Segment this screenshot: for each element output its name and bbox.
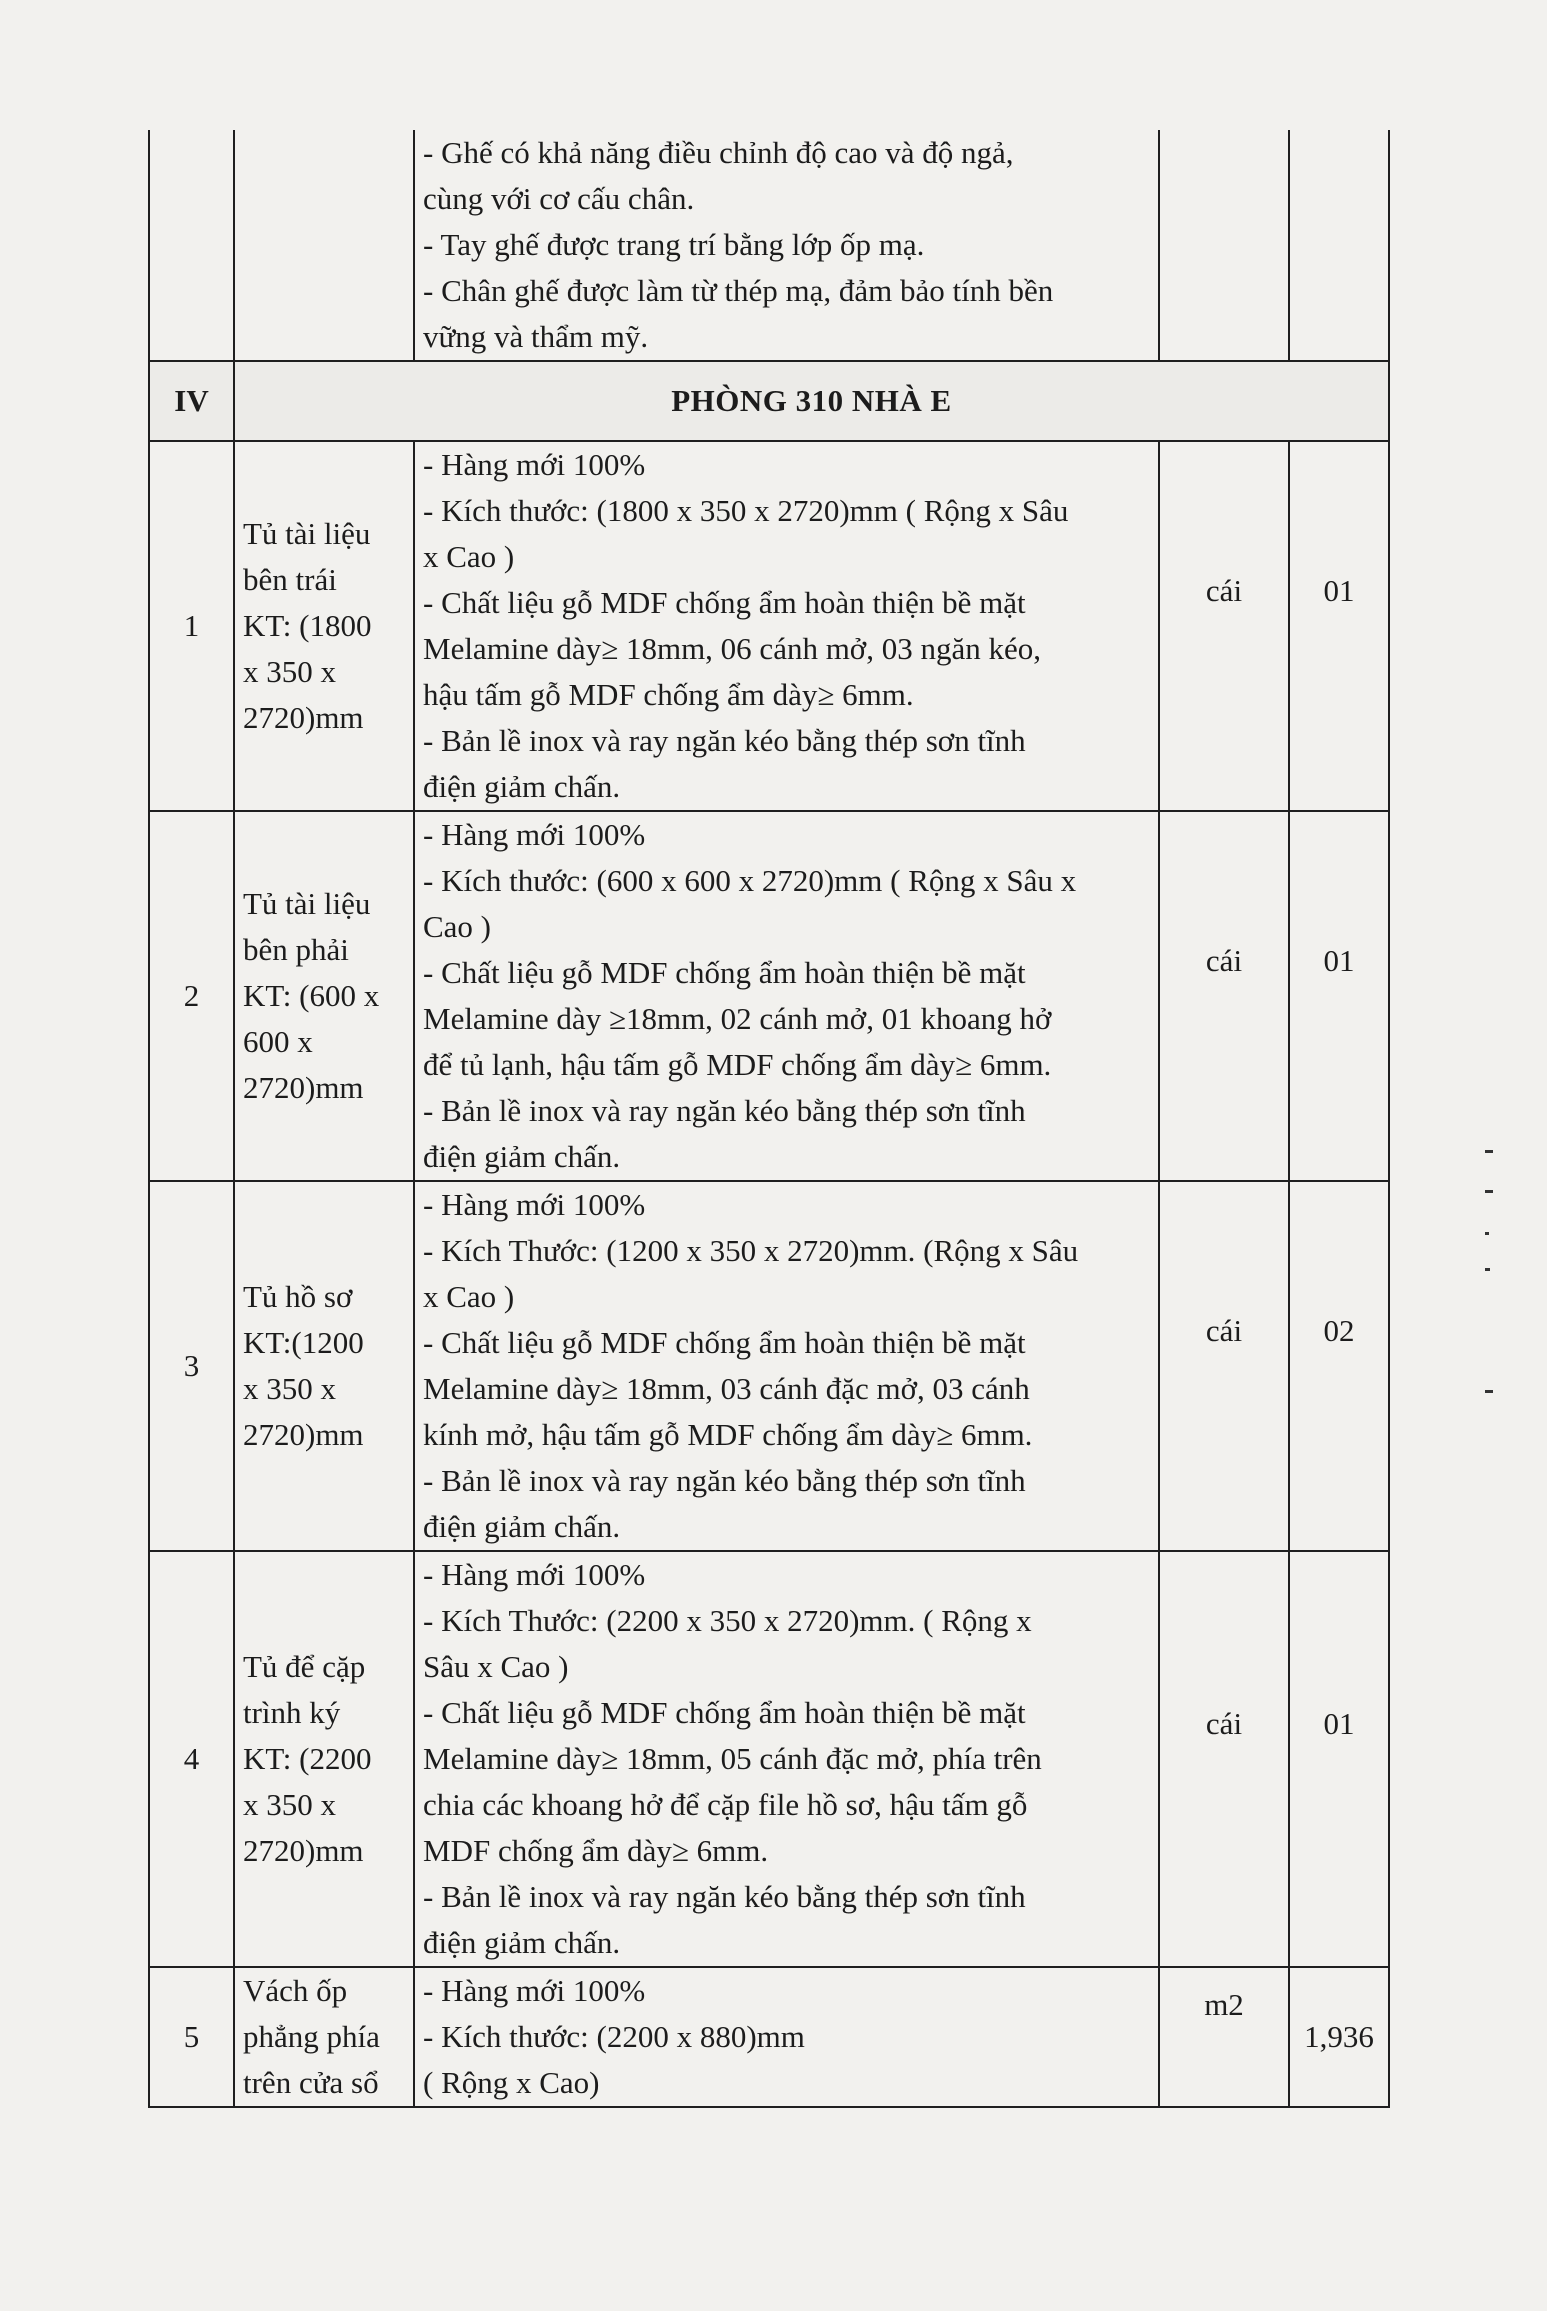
section-header-row <box>149 361 1389 441</box>
desc-line: Sâu x Cao ) <box>423 1649 569 1684</box>
stt-cell: 3 <box>149 1181 234 1551</box>
name-line: trên cửa sổ <box>243 2065 379 2100</box>
name-line: Vách ốp <box>243 1973 348 2008</box>
name-cell <box>234 1551 414 1967</box>
desc-cell <box>414 441 1159 811</box>
desc-line: - Kích thước: (1800 x 350 x 2720)mm ( Rộng x Sâu <box>423 493 1069 528</box>
desc-line: - Kích Thước: (1200 x 350 x 2720)mm. (Rộng x Sâu <box>423 1233 1079 1268</box>
desc-line: - Chất liệu gỗ MDF chống ẩm hoàn thiện bề mặt <box>423 1325 1026 1360</box>
name-line: 2720)mm <box>243 1833 364 1868</box>
scan-edge-marks <box>1485 1150 1505 1450</box>
table-row <box>149 1967 1389 2107</box>
desc-line: chia các khoang hở để cặp file hồ sơ, hậu tấm gỗ <box>423 1787 1028 1822</box>
desc-line: điện giảm chấn. <box>423 1139 621 1174</box>
desc-line: Melamine dày≥ 18mm, 06 cánh mở, 03 ngăn kéo, <box>423 631 1041 666</box>
name-line: 2720)mm <box>243 700 364 735</box>
name-line: bên phải <box>243 932 349 967</box>
qty-cell: 01 <box>1289 441 1389 811</box>
desc-cell <box>414 1181 1159 1551</box>
scan-mark <box>1485 1150 1493 1153</box>
desc-line: Melamine dày≥ 18mm, 03 cánh đặc mở, 03 cánh <box>423 1371 1030 1406</box>
name-line: KT: (2200 <box>243 1741 372 1776</box>
stt-cell <box>149 130 234 361</box>
desc-line: Melamine dày ≥18mm, 02 cánh mở, 01 khoang hở <box>423 1001 1052 1036</box>
desc-line: - Tay ghế được trang trí bằng lớp ốp mạ. <box>423 227 925 262</box>
name-cell <box>234 441 414 811</box>
name-line: 2720)mm <box>243 1070 364 1105</box>
desc-line: - Ghế có khả năng điều chỉnh độ cao và độ ngả, <box>423 135 1014 170</box>
qty-cell: 01 <box>1289 1551 1389 1967</box>
desc-cell <box>414 130 1159 361</box>
unit-cell <box>1159 130 1289 361</box>
desc-line: kính mở, hậu tấm gỗ MDF chống ẩm dày≥ 6mm. <box>423 1417 1033 1452</box>
qty-cell: 01 <box>1289 811 1389 1181</box>
name-line: Tủ để cặp <box>243 1649 366 1684</box>
desc-line: - Kích Thước: (2200 x 350 x 2720)mm. ( Rộng x <box>423 1603 1032 1638</box>
scan-mark <box>1485 1390 1493 1393</box>
desc-line: x Cao ) <box>423 1279 515 1314</box>
name-line: bên trái <box>243 562 337 597</box>
name-cell <box>234 811 414 1181</box>
name-line: x 350 x <box>243 654 336 689</box>
section-number: IV <box>149 361 234 441</box>
desc-line: - Hàng mới 100% <box>423 447 646 482</box>
desc-line: điện giảm chấn. <box>423 1925 621 1960</box>
desc-line: - Hàng mới 100% <box>423 1187 646 1222</box>
desc-line: x Cao ) <box>423 539 515 574</box>
name-line: Tủ hồ sơ <box>243 1279 353 1314</box>
stt-cell: 2 <box>149 811 234 1181</box>
qty-cell <box>1289 130 1389 361</box>
unit-cell: cái <box>1159 441 1289 811</box>
desc-line: - Chất liệu gỗ MDF chống ẩm hoàn thiện bề mặt <box>423 585 1026 620</box>
unit-cell: cái <box>1159 811 1289 1181</box>
desc-line: Melamine dày≥ 18mm, 05 cánh đặc mở, phía trên <box>423 1741 1042 1776</box>
unit-cell: cái <box>1159 1181 1289 1551</box>
scan-mark <box>1485 1232 1489 1235</box>
name-line: Tủ tài liệu <box>243 516 371 551</box>
desc-line: để tủ lạnh, hậu tấm gỗ MDF chống ẩm dày≥ 6mm. <box>423 1047 1052 1082</box>
name-line: trình ký <box>243 1695 341 1730</box>
desc-line: hậu tấm gỗ MDF chống ẩm dày≥ 6mm. <box>423 677 914 712</box>
desc-line: - Bản lề inox và ray ngăn kéo bằng thép sơn tĩnh <box>423 723 1026 758</box>
name-cell <box>234 1181 414 1551</box>
desc-line: điện giảm chấn. <box>423 769 621 804</box>
desc-cell <box>414 1551 1159 1967</box>
carry-over-row <box>149 130 1389 361</box>
table-row <box>149 441 1389 811</box>
desc-line: - Bản lề inox và ray ngăn kéo bằng thép sơn tĩnh <box>423 1463 1026 1498</box>
section-title: PHÒNG 310 NHÀ E <box>234 361 1389 441</box>
name-line: Tủ tài liệu <box>243 886 371 921</box>
name-cell <box>234 130 414 361</box>
desc-line: - Hàng mới 100% <box>423 817 646 852</box>
desc-line: - Chất liệu gỗ MDF chống ẩm hoàn thiện bề mặt <box>423 955 1026 990</box>
qty-cell: 1,936 <box>1289 1967 1389 2107</box>
desc-line: ( Rộng x Cao) <box>423 2065 600 2100</box>
equipment-table <box>148 130 1390 2108</box>
name-line: 600 x <box>243 1024 313 1059</box>
desc-line: MDF chống ẩm dày≥ 6mm. <box>423 1833 769 1868</box>
table-row <box>149 1181 1389 1551</box>
name-line: x 350 x <box>243 1787 336 1822</box>
desc-line: - Chất liệu gỗ MDF chống ẩm hoàn thiện bề mặt <box>423 1695 1026 1730</box>
scan-mark <box>1485 1190 1493 1193</box>
desc-line: vững và thẩm mỹ. <box>423 319 649 354</box>
desc-line: - Bản lề inox và ray ngăn kéo bằng thép sơn tĩnh <box>423 1093 1026 1128</box>
table-row <box>149 1551 1389 1967</box>
desc-line: - Hàng mới 100% <box>423 1557 646 1592</box>
desc-cell <box>414 811 1159 1181</box>
stt-cell: 5 <box>149 1967 234 2107</box>
desc-line: điện giảm chấn. <box>423 1509 621 1544</box>
name-line: x 350 x <box>243 1371 336 1406</box>
desc-line: - Hàng mới 100% <box>423 1973 646 2008</box>
name-line: KT: (1800 <box>243 608 372 643</box>
desc-cell <box>414 1967 1159 2107</box>
desc-line: Cao ) <box>423 909 492 944</box>
name-line: 2720)mm <box>243 1417 364 1452</box>
name-line: KT:(1200 <box>243 1325 364 1360</box>
qty-cell: 02 <box>1289 1181 1389 1551</box>
name-line: KT: (600 x <box>243 978 380 1013</box>
table-body <box>149 130 1389 2107</box>
unit-cell: cái <box>1159 1551 1289 1967</box>
table-row <box>149 811 1389 1181</box>
desc-line: - Bản lề inox và ray ngăn kéo bằng thép sơn tĩnh <box>423 1879 1026 1914</box>
desc-line: - Kích thước: (600 x 600 x 2720)mm ( Rộng x Sâu x <box>423 863 1077 898</box>
name-cell <box>234 1967 414 2107</box>
unit-cell: m2 <box>1159 1967 1289 2107</box>
scan-mark <box>1485 1268 1490 1271</box>
name-line: phẳng phía <box>243 2019 380 2054</box>
desc-line: - Kích thước: (2200 x 880)mm <box>423 2019 805 2054</box>
stt-cell: 4 <box>149 1551 234 1967</box>
desc-line: cùng với cơ cấu chân. <box>423 181 695 216</box>
stt-cell: 1 <box>149 441 234 811</box>
desc-line: - Chân ghế được làm từ thép mạ, đảm bảo tính bền <box>423 273 1054 308</box>
